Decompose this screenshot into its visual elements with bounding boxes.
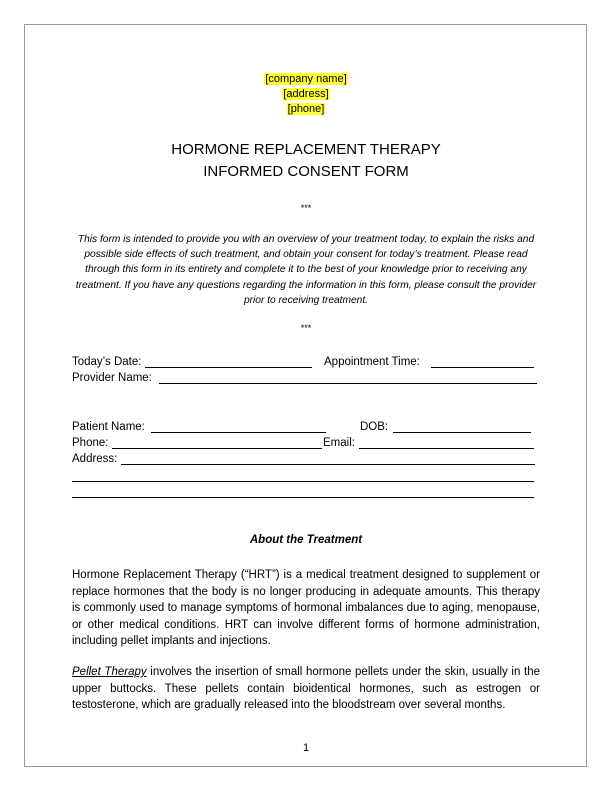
address-placeholder: [address] xyxy=(283,88,329,100)
address-field-line1[interactable] xyxy=(121,464,535,465)
todays-date-label: Today’s Date: xyxy=(72,356,142,368)
email-label: Email: xyxy=(323,437,355,449)
todays-date-field[interactable] xyxy=(145,367,312,368)
dob-label: DOB: xyxy=(360,421,389,433)
provider-name-field[interactable] xyxy=(159,383,537,384)
intro-paragraph: This form is intended to provide you with an overview of your treatment today, to explain the risks and possible side effects of such treatment, and obtain your consent for today’s treatment. Please read through this form in its entirety and complete it to the best of your knowledge prior to receiving any treatment. If you have any questions regarding the information in this form, please consult the provider prior to receiving treatment. xyxy=(75,234,537,306)
form-title-line2: INFORMED CONSENT FORM xyxy=(203,163,409,180)
email-field[interactable] xyxy=(359,448,534,449)
address-field-line3[interactable] xyxy=(72,497,534,498)
phone-field[interactable] xyxy=(112,448,322,449)
address-label: Address: xyxy=(72,453,118,465)
form-title-line1: HORMONE REPLACEMENT THERAPY xyxy=(171,141,441,158)
company-name-line xyxy=(0,72,612,87)
pellet-therapy-term: Pellet Therapy xyxy=(72,666,147,678)
address-line xyxy=(0,87,612,102)
patient-name-label: Patient Name: xyxy=(72,421,145,433)
separator-top: *** xyxy=(300,203,312,213)
phone-line xyxy=(0,102,612,117)
dob-field[interactable] xyxy=(393,432,531,433)
address-field-line2[interactable] xyxy=(72,481,534,482)
phone-placeholder: [phone] xyxy=(287,103,325,115)
provider-name-label: Provider Name: xyxy=(72,372,152,384)
page-border xyxy=(24,24,587,767)
page-number: 1 xyxy=(302,742,310,754)
company-name-placeholder: [company name] xyxy=(265,73,347,85)
patient-name-field[interactable] xyxy=(151,432,326,433)
separator-bottom: *** xyxy=(300,323,312,333)
phone-label: Phone: xyxy=(72,437,109,449)
pellet-therapy-description: involves the insertion of small hormone pellets under the skin, usually in the upper buttocks. These pellets contain bioidentical hormones, such as estrogen or testosterone, which are gradually released into the bloodstream over several months. xyxy=(72,666,541,712)
appointment-time-label: Appointment Time: xyxy=(324,356,420,368)
treatment-paragraph-2 xyxy=(72,664,540,714)
appointment-time-field[interactable] xyxy=(431,367,534,368)
treatment-paragraph-1: Hormone Replacement Therapy (“HRT”) is a medical treatment designed to supplement or replace hormones that the body is no longer producing in adequate amounts. This therapy is commonly used to manage symptoms of hormonal imbalances due to aging, menopause, or other medical conditions. HRT can involve different forms of hormone administration, including pellet implants and injections. xyxy=(72,569,540,648)
section-title: About the Treatment xyxy=(249,534,363,546)
